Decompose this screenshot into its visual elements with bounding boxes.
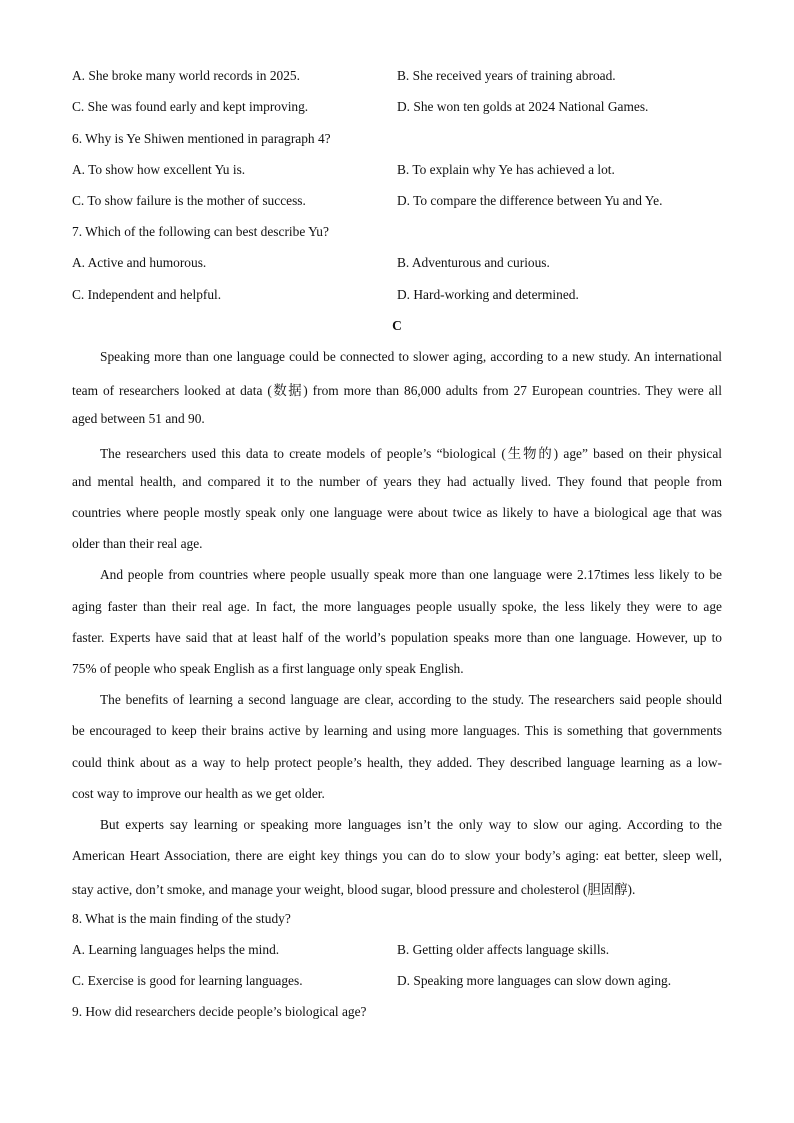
q6-stem: 6. Why is Ye Shiwen mentioned in paragraph 4? [72,131,331,146]
passage-line: The researchers used this data to create models of people’s “biological (生物的) age” based on their physical [100,446,722,461]
passage-line: Speaking more than one language could be connected to slower aging, according to a new study. An international [100,349,722,364]
passage-line: The benefits of learning a second language are clear, according to the study. The researchers said people should [100,692,722,707]
passage-line: 75% of people who speak English as a first language only speak English. [72,661,464,676]
passage-line: be encouraged to keep their brains active by learning and using more languages. This is something that governments [72,723,722,738]
q8-stem: 8. What is the main finding of the study? [72,911,291,926]
q5-option-d[interactable]: D. She won ten golds at 2024 National Games. [397,99,649,114]
passage-line: older than their real age. [72,536,203,551]
q5-option-a[interactable]: A. She broke many world records in 2025. [72,68,300,83]
passage-line: aging faster than their real age. In fact, the more languages people usually spoke, the less likely they were to age [72,599,722,614]
passage-line: countries where people mostly speak only one language were about twice as likely to have a biological age that was [72,505,722,520]
q7-option-d[interactable]: D. Hard-working and determined. [397,287,579,302]
passage-line: But experts say learning or speaking more languages isn’t the only way to slow our aging. According to the [100,817,722,832]
q5-option-b[interactable]: B. She received years of training abroad. [397,68,616,83]
passage-line: team of researchers looked at data (数据) from more than 86,000 adults from 27 European countries. They were all [72,383,722,398]
q6-option-d[interactable]: D. To compare the difference between Yu and Ye. [397,193,663,208]
q7-option-a[interactable]: A. Active and humorous. [72,255,207,270]
passage-line: And people from countries where people usually speak more than one language were 2.17times less likely to be [100,567,722,582]
q8-option-d[interactable]: D. Speaking more languages can slow down aging. [397,973,672,988]
passage-line: and mental health, and compared it to the number of years they had actually lived. They found that people from [72,474,722,489]
q5-option-c[interactable]: C. She was found early and kept improving. [72,99,309,114]
q6-option-b[interactable]: B. To explain why Ye has achieved a lot. [397,162,615,177]
q7-stem: 7. Which of the following can best describe Yu? [72,224,329,239]
q8-option-b[interactable]: B. Getting older affects language skills. [397,942,610,957]
q7-option-c[interactable]: C. Independent and helpful. [72,287,222,302]
passage-line: stay active, don’t smoke, and manage your weight, blood sugar, blood pressure and cholesterol (胆固醇). [72,882,636,897]
passage-line: could think about as a way to help protect people’s health, they added. They described language learning as a low- [72,755,722,770]
q7-option-b[interactable]: B. Adventurous and curious. [397,255,550,270]
q6-option-c[interactable]: C. To show failure is the mother of success. [72,193,306,208]
q8-option-c[interactable]: C. Exercise is good for learning languages. [72,973,303,988]
passage-line: cost way to improve our health as we get older. [72,786,325,801]
q6-option-a[interactable]: A. To show how excellent Yu is. [72,162,246,177]
q9-stem: 9. How did researchers decide people’s biological age? [72,1004,367,1019]
passage-line: aged between 51 and 90. [72,411,205,426]
passage-line: faster. Experts have said that at least half of the world’s population speaks more than one language. However, up to [72,630,722,645]
q8-option-a[interactable]: A. Learning languages helps the mind. [72,942,280,957]
passage-line: American Heart Association, there are eight key things you can do to slow your body’s aging: eat better, sleep well, [72,848,722,863]
section-title: C [392,318,402,333]
